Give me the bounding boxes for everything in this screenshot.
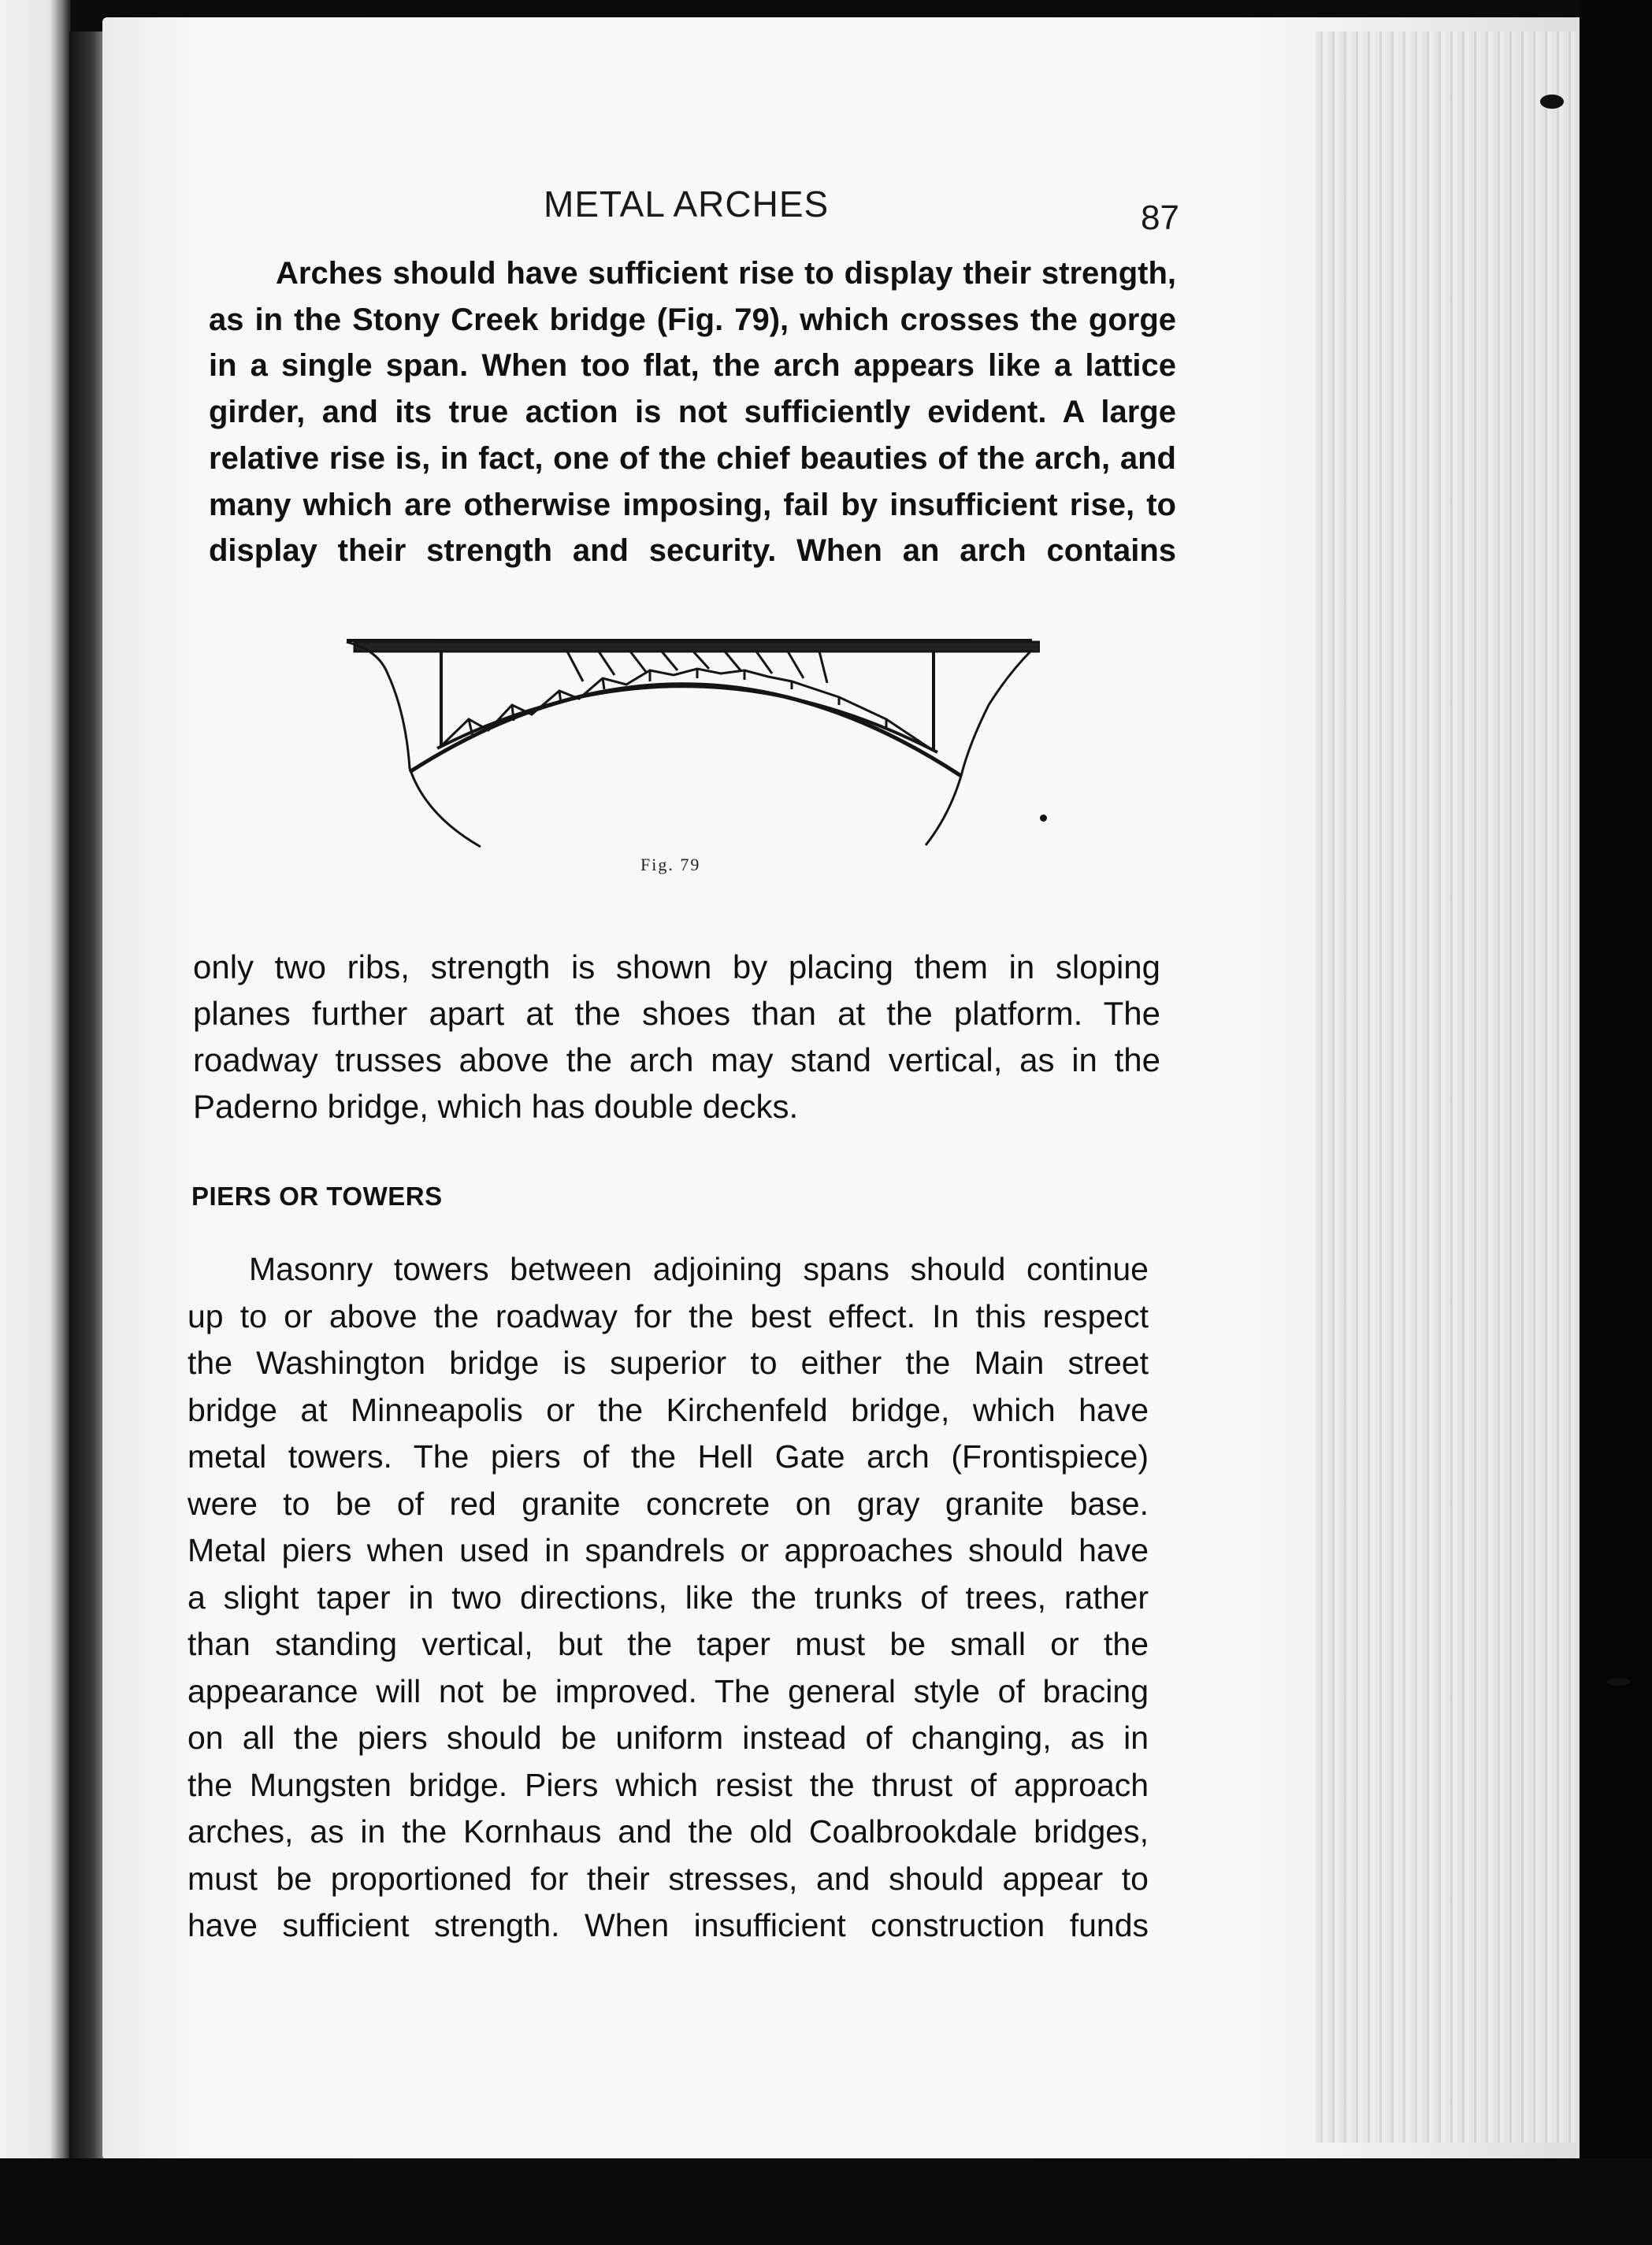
text-line: planes further apart at the shoes than at the platform. The — [193, 995, 1160, 1032]
text-line: relative rise is, in fact, one of the chief beauties of the arch, and — [209, 440, 1176, 476]
running-head: METAL ARCHES — [544, 184, 830, 224]
text-line: as in the Stony Creek bridge (Fig. 79), which crosses the gorge — [209, 302, 1176, 337]
text-line: Metal piers when used in spandrels or approaches should have — [187, 1532, 1149, 1568]
text-line: appearance will not be improved. The general style of bracing — [187, 1672, 1149, 1709]
text-line: bridge at Minneapolis or the Kirchenfeld bridge, which have — [187, 1391, 1149, 1428]
text-line: were to be of red granite concrete on gray granite base. — [187, 1485, 1149, 1522]
arch-bridge-figure — [331, 626, 1040, 863]
text-line: Arches should have sufficient rise to display their strength, — [276, 256, 1176, 291]
text-line: display their strength and security. When an arch contains — [209, 533, 1176, 569]
page-edges — [1316, 32, 1576, 2143]
text-line: the Mungsten bridge. Piers which resist the thrust of approach — [187, 1766, 1149, 1803]
text-line: a slight taper in two directions, like the trunks of trees, rather — [187, 1579, 1149, 1616]
scan-speck — [1607, 1678, 1631, 1686]
text-line: than standing vertical, but the taper must be small or the — [187, 1626, 1149, 1662]
text-line: girder, and its true action is not sufficiently evident. A large — [209, 395, 1176, 430]
section-heading: PIERS OR TOWERS — [191, 1182, 443, 1211]
scan-background-right — [1580, 0, 1652, 2245]
adjacent-page-strip — [0, 0, 71, 2245]
scan-speck — [1540, 95, 1564, 109]
figure-caption: Fig. 79 — [640, 855, 701, 874]
paragraph-piers — [187, 1246, 1149, 1950]
text-line: metal towers. The piers of the Hell Gate arch (Frontispiece) — [187, 1438, 1149, 1475]
scan-background-bottom — [0, 2158, 1652, 2245]
text-line: on all the piers should be uniform instead of changing, as in — [187, 1720, 1149, 1756]
scan-speck — [1040, 815, 1047, 822]
text-line: up to or above the roadway for the best effect. In this respect — [187, 1297, 1149, 1334]
paragraph-arches — [209, 250, 1176, 574]
text-line: must be proportioned for their stresses, and should appear to — [187, 1860, 1149, 1897]
text-line: Masonry towers between adjoining spans should continue — [249, 1251, 1149, 1287]
text-line: arches, as in the Kornhaus and the old Coalbrookdale bridges, — [187, 1813, 1149, 1850]
text-line: only two ribs, strength is shown by placing them in sloping — [193, 948, 1160, 985]
text-line: have sufficient strength. When insufficient construction funds — [187, 1907, 1149, 1943]
text-line: in a single span. When too flat, the arch appears like a lattice — [209, 348, 1176, 384]
page-number: 87 — [1141, 199, 1179, 237]
text-line: the Washington bridge is superior to either the Main street — [187, 1345, 1149, 1381]
text-line: roadway trusses above the arch may stand vertical, as in the — [193, 1041, 1160, 1078]
paragraph-ribs — [193, 944, 1160, 1130]
text-line: many which are otherwise imposing, fail by insufficient rise, to — [209, 487, 1176, 522]
text-line: Paderno bridge, which has double decks. — [193, 1088, 799, 1125]
